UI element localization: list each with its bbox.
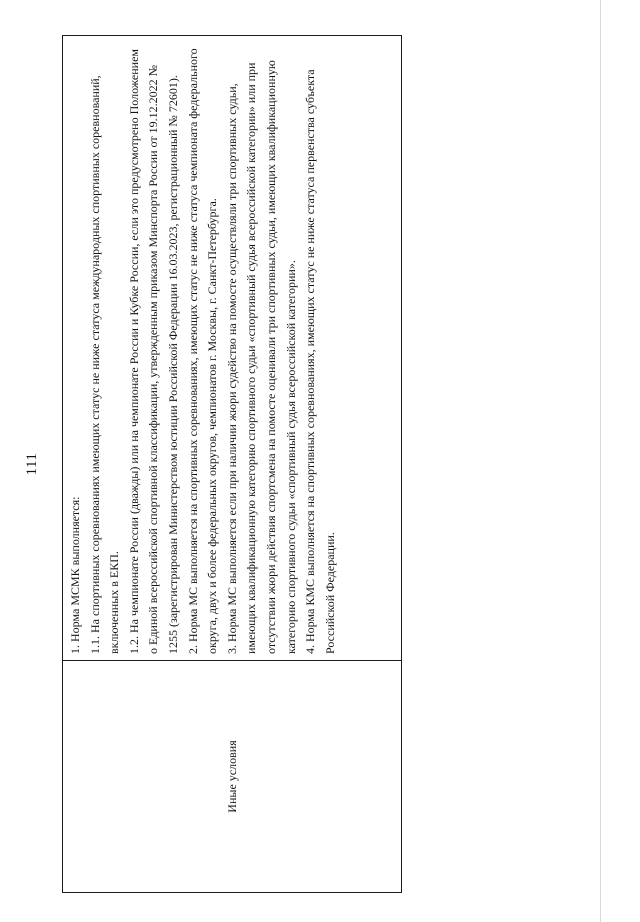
paragraph: 1. Норма МСМК выполняется: — [68, 496, 82, 654]
table-label: Иные условия — [224, 740, 239, 813]
table-content-cell — [63, 36, 401, 660]
paragraph: 1.1. На спортивных соревнованиях имеющих статус не ниже статуса международных спортивных соревнований, включенных в ЕКП. — [87, 75, 122, 654]
page-number: 111 — [24, 452, 40, 476]
scan-edge-mark — [600, 0, 601, 922]
paragraph: 2. Норма МС выполняется на спортивных соревнованиях, имеющих статус не ниже статуса чемпионата федерального округа, двух и более федеральных округов, чемпионатов г. Москвы, г. Санкт-Петербурга. — [185, 48, 220, 654]
table-label-cell — [63, 660, 401, 892]
conditions-table — [62, 35, 402, 893]
rotated-page-content — [20, 35, 442, 893]
paragraph: 3. Норма МС выполняется если при наличии жюри судейство на помосте осуществляли три спортивных судьи, имеющих квалификационную категорию спортивного судьи «спортивный судья всероссийской категории» или при отсутствии жюри действия спортсмена на помосте оценивали три спортивных судьи, имеющих квалификационную категорию спортивного судьи «спортивный судья всероссийской категории». — [224, 60, 298, 654]
paragraph: 4. Норма КМС выполняется на спортивных соревнованиях, имеющих статус не ниже статуса первенства субъекта Российской Федерации. — [303, 69, 337, 654]
paragraph: 1.2. На чемпионате России (дважды) или на чемпионате России и Кубке России, если это предусмотрено Положением о Единой всероссийской спортивной классификации, утвержденным приказом Минспорта России от 19.12.2022 № 1255 (зарегистрирован Министерством юстиции Российской Федерации 16.03.2023, регистрационный № 72601). — [126, 48, 180, 654]
